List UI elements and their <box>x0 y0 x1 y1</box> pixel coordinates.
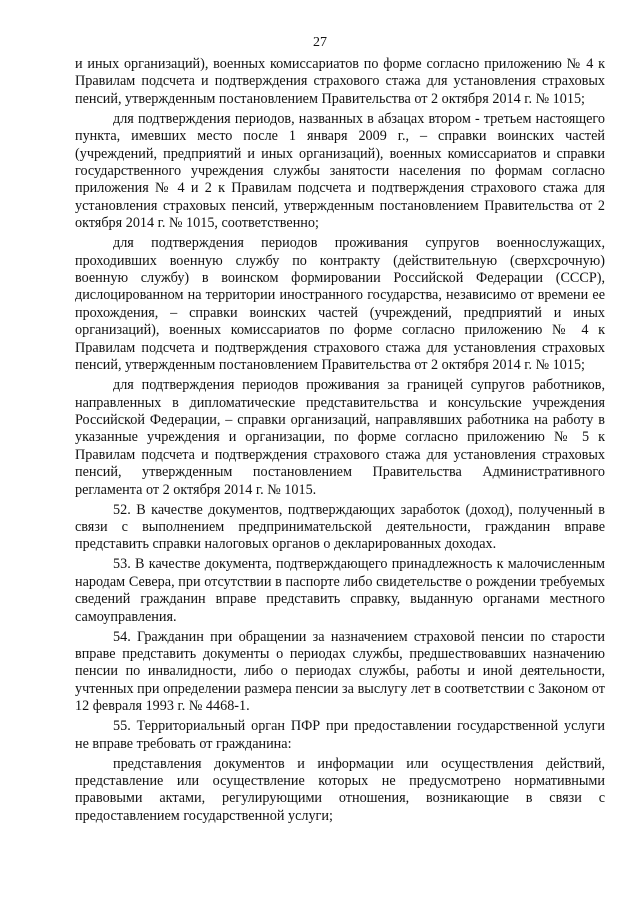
paragraph-54: 54. Гражданин при обращении за назначением страховой пенсии по старости вправе представить документы о периодах службы, предшествовавших назначению пенсии по инвалидности, либо о периодах службы, работы и иной деятельности, учтенных при определении размера пенсии за выслугу лет в соответствии с Законом от 12 февраля 1993 г. № 4468-1. <box>75 628 605 715</box>
page-number: 27 <box>313 35 327 50</box>
paragraph-spouses-military: для подтверждения периодов проживания супругов военнослужащих, проходивших военную службу по контракту (действительную (сверхсрочную) военную службу) в воинском формировании Российской Федерации (СССР), дислоцированном на территории иностранного государства, независимо от времени ее прохождения, – справки воинских частей (учреждений, предприятий и иных организаций), военных комиссариатов по форме согласно приложению № 4 к Правилам подсчета и подтверждения страхового стажа для установления страховых пенсий, утвержденным постановлением Правительства от 2 октября 2014 г. № 1015; <box>75 235 605 374</box>
paragraph-55: 55. Территориальный орган ПФР при предоставлении государственной услуги не вправе требовать от гражданина: <box>75 718 605 752</box>
paragraph-52: 52. В качестве документов, подтверждающих заработок (доход), полученный в связи с выполнением предпринимательской деятельности, гражданин вправе представить справки налоговых органов о декларированных доходах. <box>75 501 605 553</box>
paragraph-spouses-diplomatic: для подтверждения периодов проживания за границей супругов работников, направленных в дипломатические представительства и консульские учреждения Российской Федерации, – справки организаций, направлявших работника на работу в указанные учреждения и организации, по форме согласно приложению № 5 к Правилам подсчета и подтверждения страхового стажа для установления страховых пенсий, утвержденным постановлением Правительства Административного регламента от 2 октября 2014 г. № 1015. <box>75 377 605 498</box>
paragraph-continuation: и иных организаций), военных комиссариатов по форме согласно приложению № 4 к Правилам подсчета и подтверждения страхового стажа для установления страховых пенсий, утвержденным постановлением Правительства от 2 октября 2014 г. № 1015; <box>75 56 605 107</box>
paragraph-periods-after-2009: для подтверждения периодов, названных в абзацах втором - третьем настоящего пункта, имевших место после 1 января 2009 г., – справки воинских частей (учреждений, предприятий и иных организаций), военных комиссариатов и справки государственного учреждения службы занятости населения по формам согласно приложения № 4 и 2 к Правилам подсчета и подтверждения страхового стажа для установления страховых пенсий, утвержденным постановлением Правительства от 2 октября 2014 г. № 1015, соответственно; <box>75 110 605 232</box>
document-body <box>75 56 605 828</box>
paragraph-55-item: представления документов и информации или осуществления действий, представление или осуществление которых не предусмотрено нормативными правовыми актами, регулирующими отношения, возникающие в связи с предоставлением государственной услуги; <box>75 755 605 824</box>
paragraph-53: 53. В качестве документа, подтверждающего принадлежность к малочисленным народам Севера, при отсутствии в паспорте либо свидетельстве о рождении требуемых сведений гражданин вправе представить справку, выданную органами местного самоуправления. <box>75 556 605 625</box>
